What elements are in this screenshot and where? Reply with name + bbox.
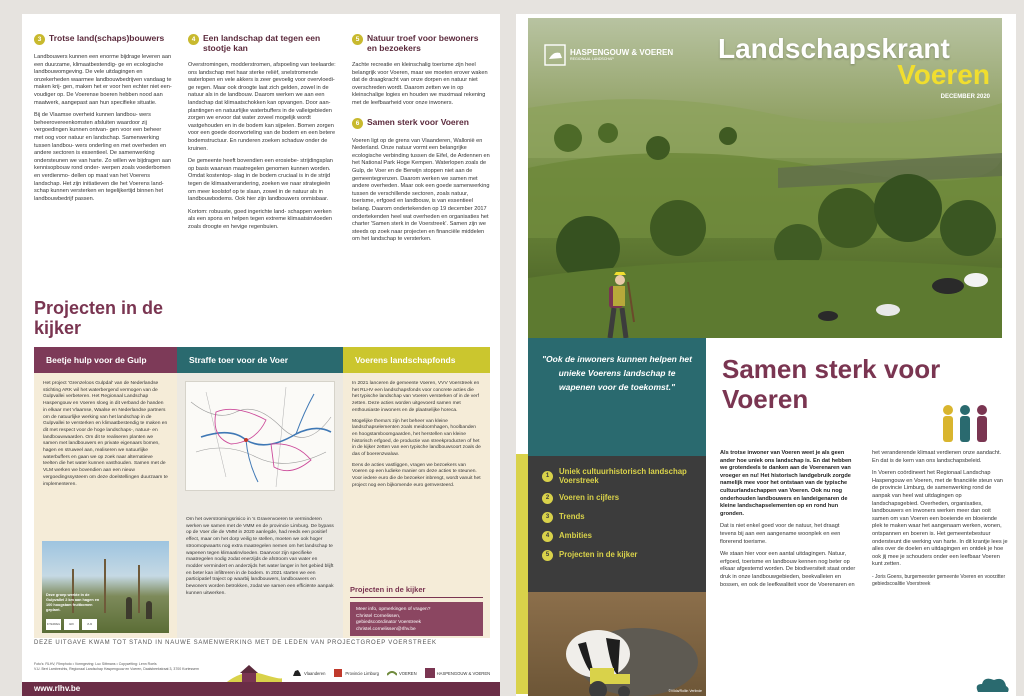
rlhv-brand [544, 44, 673, 66]
pull-quote: "Ook de inwoners kunnen helpen het unieke Voerens landschap te wapenen voor de toekomst." [528, 338, 706, 456]
planting-photo [42, 541, 169, 633]
people-icon [940, 404, 990, 444]
banner-voer: Straffe toer voor de Voer [177, 347, 343, 373]
section-3 [34, 34, 172, 208]
paragraph: Zachte recreatie en kleinschalig toerisme zijn heel belangrijk voor Voeren, maar we moeten erover waken dat de draagkracht van onze dorpen en natuur niet overschreden wordt. Daarom zetten we in op kleinschalige logies en houden we maximaal rekening met de leefbaarheid voor onze inwoners. [352, 62, 488, 106]
section-number: 6 [352, 118, 363, 129]
right-page [516, 14, 1016, 696]
toc-item[interactable]: 3 Trends [542, 512, 692, 523]
panel-text: Mogelijke thema's zijn het beheer van kleine landschapselementen zoals meidoornhagen, hoolbanden en hoogstamboomgaarden, het herstellen van kleine historisch erfgoed, de productie van streekproducten of het in de kijker zetten van een typische landbouwsoort zoals de das of boerenzwaluw. [352, 418, 481, 458]
section-number: 5 [352, 34, 363, 45]
toc-item[interactable]: 2 Voeren in cijfers [542, 493, 692, 504]
left-page [22, 14, 500, 696]
contact-line: gebiedscoördinator Voerstreek [356, 620, 422, 625]
toc-item[interactable]: 1 Uniek cultuurhistorisch landschap Voerstreek [542, 468, 692, 485]
ark-logo: ARK [64, 619, 79, 630]
voeren-icon [387, 668, 397, 678]
paragraph: Kortom: robuuste, goed ingerichte land- schappen werken als een spons en helpen tegen extreme klimaatsinvloeden zoals droogte en hevige regenbuien. [188, 208, 332, 230]
provincie-logo: Provincie Limburg [333, 668, 379, 678]
article-col-1 [720, 450, 856, 594]
panel-text: Eens de acties vastliggen, vragen we bezoekers van Voeren op een ludieke manier om deze acties te steunen. Voor iedere euro die de bezoeker inbrengt, wordt vanuit het project nog een bijkomende euro geïnvesteerd. [352, 462, 481, 488]
rlhv-icon [425, 668, 435, 678]
signature: - Joris Goens, burgemeester gemeente Voeren en voorzitter gebiedscoalitie Voerstreek [872, 573, 1006, 587]
section-5 [352, 34, 490, 249]
info-block [350, 585, 483, 636]
paragraph: het veranderende klimaat verdienen onze aandacht. En dat is de kern van ons landschapsbeleid. [872, 450, 1002, 464]
section-number: 3 [34, 34, 45, 45]
projecten-title: Projecten in de kijker [34, 298, 164, 338]
vlaanderen-logo: Vlaanderen [292, 668, 325, 678]
contact-email[interactable]: christel.cornelissen@rlhv.be [356, 626, 416, 632]
website-link[interactable]: www.rlhv.be [34, 684, 81, 693]
partner-logos [46, 619, 97, 630]
toc-item[interactable]: 5 Projecten in de kijker [542, 550, 692, 561]
photo-credit: ©Vilda/Rollin Verlinde [668, 689, 702, 693]
section-title: Een landschap dat tegen een stootje kan [203, 33, 321, 53]
paragraph: De gemeente heeft bovendien een erosiebe- strijdingsplan op basis waarvan maatregelen genomen kunnen worden. Omdat kostentop- slag in de bodem cruciaal is in de strijd tegen de klimaatverandering, zoeken we naar strategieën om meer koolstof op te slaan, zowel in de natuur als in landbouwbodems. Ook hier zijn landbouwers onmisbaar. [188, 158, 333, 203]
paragraph: Landbouwers kunnen een enorme bijdrage leveren aan een duurzame, klimaatbestendig- ge en ecologische landbouwomgeving. De vele uitdagingen en onzekerheden waarmee landbouwbedrijven vandaag te maken krij- gen, maken het er voor hen echter niet een- voudiger op. De Voerense boeren hebben nood aan maatwerk, aangepast aan hun specifieke situatie. [34, 54, 172, 106]
paragraph: Dat is niet enkel goed voor de natuur, het draagt tevens bij aan een aangename woonplek en een florerend toerisme. [720, 523, 841, 545]
section-4 [188, 34, 336, 236]
voeren-logo: VOEREN [387, 668, 417, 678]
section-title: Natuur troef voor bewoners en bezoekers [367, 33, 479, 53]
contact-line: Christel Cornelissen, [356, 613, 401, 619]
paragraph: Bij de Vlaamse overheid kunnen landbou- wers beheerovereenkomsten afsluiten waardoor zij vergoedingen kunnen ontvan- gen voor een beheer met oog voor natuur en landschap. Samenwerking tussen landbou- wers onderling en met overheden en andere sectoren is essentieel. De samenwerking ondersteunen we van harte. Zo willen we bijdragen aan kennisopbouw rond onder- werpen zoals voederbomen en verdienmo- dellen op maat van het Voerens landschap. Het zijn initiatieven die het Voerens land- schap kunnen versterken en tegelijkertijd binnen het landbouwbedrijf passen. [34, 112, 172, 202]
map-icon [186, 382, 335, 491]
footer-logos [292, 668, 490, 678]
section-6-heading [352, 118, 490, 129]
panel-text: Het project 'Grenzeloos Gulpdal' van de Nederlandse stichting ARK wil het waterbergend vermogen van de Gulpvallei verbeteren. Het Regionaal Landschap Haspengouw en Voeren sloeg in dit verband de handen in elkaar met Vlaamse, Waalse en Nederlandse partners om de natuurlijke werking van het landschap in de Gulpvallei te versterken en klimaatbestendig te maken en dit met respect voor de hoge landschaps-, natuur- en landbouwwaarden. Om dit te realiseren planten we samen met landbouwers en private eigenaars bomen, hagen en struweel aan, realiseren we natuurlijke waterbuffers en gaan we op zoek naar alternatieve teelten die het water kunnen vasthouden. Samen met de VLM werken we bovendien aan een nieuw vergoedingssysteem om deze doelstellingen duurzaam te implementeren. [43, 381, 168, 487]
contact-box [350, 602, 483, 636]
badger-logo-icon [544, 44, 566, 66]
vlm-logo: VLM [82, 619, 97, 630]
paragraph: We staan hier voor een aantal uitdagingen. Natuur, erfgoed, toerisme en landbouw kennen nog beter op elkaar afgestemd worden. De biodiversiteit staat onder druk in onze landbouwgebieden, beekvalleien en bossen, en ook de leefkwaliteit voor de Voerenaren en [720, 551, 856, 588]
photo-caption: Deze groep werkte in de Gulpvallei 2 km aan hagen en 100 hoogstam fruitbomen geplant. [46, 593, 100, 612]
lion-icon [292, 668, 302, 678]
hiker-icon [600, 272, 640, 342]
lead-paragraph: Als trotse inwoner van Voeren weet je als geen ander hoe uniek ons landschap is. En dat hebben we grotendeels te danken aan de Voerenaren van vroeger en nu! Het historisch landgebruik zorgde namelijk mee voor het ontstaan van de typische cultuurlandschappen van Voeren. Ook nu nog onderhouden landbouwers en landeigenaren de kleine landschapselementen op en rond hun gronden. [720, 450, 852, 517]
cloud-icon [974, 676, 1010, 692]
brand-tag: REGIONAAL LANDSCHAP [570, 56, 614, 61]
rlhv-logo: HASPENGOUW & VOEREN [425, 668, 491, 678]
masthead-subtitle: Voeren [897, 59, 990, 90]
toc-item[interactable]: 4 Ambities [542, 531, 692, 542]
brand-name: HASPENGOUW & VOEREN [570, 47, 674, 57]
section-number: 4 [188, 34, 199, 45]
credits: Foto's: RLHV, Filmphoto • Vormgeving: Luc Sittmans • Copywriting: Lenn Roels V.U. Bert Lambrechts, Regionaal Landschap Haspengouw en Voeren, Daalsbeekstraat 3, 3700 Kortessem [34, 662, 199, 671]
panel-text: In 2021 lanceren de gemeente Voeren, VVV Voerstreek en het RLHV een landschapsfonds voor concrete acties die het typische landschap van Voeren versterken of in de verf zetten. Deze acties worden uitgevoerd samen met enthousiaste inwoners en de plaatselijke horeca. [352, 381, 480, 413]
masthead-title: Landschapskrant [718, 33, 950, 64]
tractor-icon [576, 660, 636, 696]
banner-gulp: Beetje hulp voor de Gulp [34, 347, 177, 373]
area-map [185, 381, 335, 491]
paragraph: Voeren ligt op de grens van Vlaanderen, Wallonië en Nederland. Onze natuur vormt een belangrijke ecologische verbinding tussen de Eifel, de Ardennen en het National Park Hoge Kempen. Waterlopen zoals de Gulp, de Voer en de Berwijn stoppen niet aan de gemeentegrenzen. Daarom werken we samen met andere overheden. Maar ook een goede samenwerking tussen de verschillende sectoren, zoals natuur, toerisme, erfgoed en landbouw, is van essentieel belang. Daarom ondertekenden op 19 december 2017 ondertekenden heel wat overheden en organisaties het charter 'Samen sterk in de Voerstreek'. Samen zijn we steeds op zoek naar projecten en financiële middelen om het landschap te versterken. [352, 137, 490, 243]
article-title: Samen sterk voor Voeren [722, 354, 941, 414]
provincie-icon [333, 668, 343, 678]
paragraph: In Voeren coördineert het Regionaal Landschap Haspengouw en Voeren, met de financiële steun van de provincie Limburg, de samenwerking rond de aanpak van heel wat uitdagingen op landschapsgebied. Overheden, organisaties, landbouwers en inwoners werken meer dan ooit samen om van Voeren een boeiende en bloeiende plek te maken waar het aangenaam werken, wonen, ontspannen en boeren is. Het gemeentebestuur ondersteunt die werking van harte. In dit krantje lees je alles over de doelen en uitdagingen en ontdek je hoe ook jij mee je schouders onder een leefbaar Voeren kunt zetten. [872, 470, 1008, 568]
paragraph: Overstromingen, modderstromen, afspoeling van teelaarde: ons landschap met haar sterke reliëf, snelstromende waterlopen en vele akkers is zeer gevoelig voor overvloedi- ge regen. Maar ook droogte laat zich gelden, zowel in de natuur als in de landbouw. Daarom werken we aan een landschap dat klimaatschokken kan opvangen. Door aan- plantingen en natuurlijke waterbuffers in de valleigebieden zorgen we ervoor dat water zoveel mogelijk wordt vastgehouden en in de bodem kan sijpelen. Bomen zorgen voor een goede doorworteling van de bodem en een betere bodemstructuur. En runderen zoeken schaduw onder de kruinen. [188, 62, 336, 152]
collaboration-tagline: DEZE UITGAVE KWAM TOT STAND IN NAUWE SAMENWERKING MET DE LEDEN VAN PROJECTGROEP VOERSTREEK [34, 640, 437, 646]
section-title: Trotse land(schaps)bouwers [49, 33, 165, 43]
banner-landschapfonds: Voerens landschapfonds [343, 347, 490, 373]
panel-voer [177, 373, 343, 638]
panel-gulp [34, 373, 177, 638]
section-title: Samen sterk voor Voeren [367, 116, 469, 127]
article-col-2 [872, 450, 1008, 592]
contact-line: Meer info, opmerkingen of vragen? [356, 607, 431, 612]
info-title: Projecten in de kijker [350, 585, 483, 598]
issue-date: DECEMBER 2020 [940, 94, 990, 100]
interreg-logo: INTERREG [46, 619, 61, 630]
panel-landschapfonds [343, 373, 490, 638]
panel-text: Om het overstromingsrisico in 's Gravenvoeren te verminderen werken we samen met de VMM en de provincie Limburg. De bypass op de Voer die de VMM in 2020 aanlegde, had reeds een positief effect, maar om het dorp veilig te stellen, moeten we ook hoger stroomopwaarts nog extra maatregelen nemen om het landschap te wapenen tegen klimaatinvloeden. Daarvoor zijn specifieke maatregelen nodig zodat enerzijds de afstroom van water en modder vermindert en anderzijds het water langer in het gebied blijft en beter kan infiltreren in de bodem. In 2021 starten we een participatief traject op waarbij landbouwers, landbouwers en bewoners worden betrokken, zodat we samen een efficiënte aanpak kunnen uitwerken. [186, 517, 334, 596]
footer-bar [22, 682, 500, 696]
